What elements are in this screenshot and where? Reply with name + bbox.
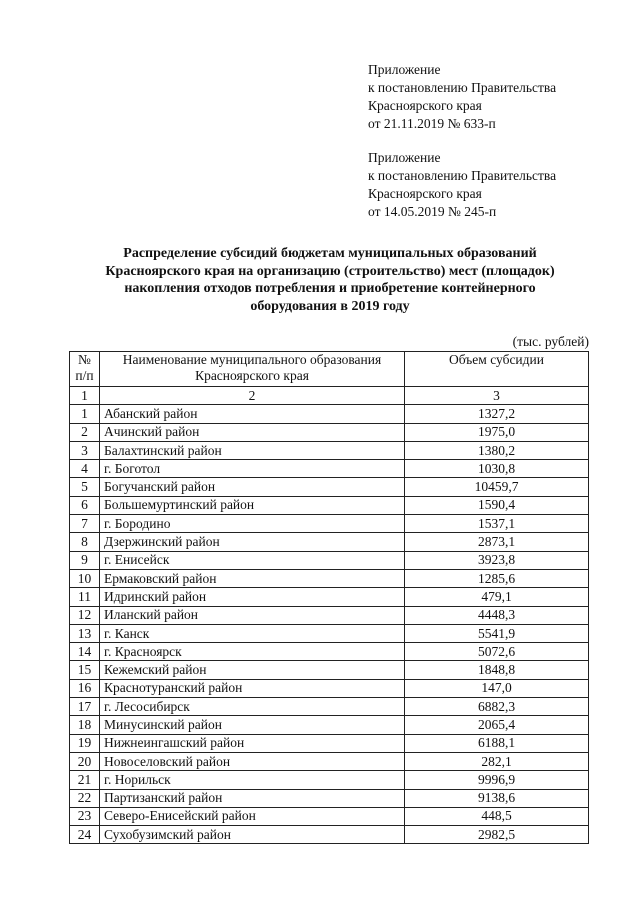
table-row [70, 716, 589, 734]
row-municipality: Абанский район [100, 405, 405, 423]
table-row [70, 789, 589, 807]
table-row [70, 588, 589, 606]
row-municipality: Идринский район [100, 588, 405, 606]
header-amount: Объем субсидии [405, 352, 589, 387]
column-number: 2 [100, 387, 405, 405]
row-municipality: Иланский район [100, 606, 405, 624]
row-number: 24 [70, 826, 100, 844]
row-number: 18 [70, 716, 100, 734]
table-row [70, 478, 589, 496]
table-row [70, 533, 589, 551]
row-municipality: Краснотуранский район [100, 679, 405, 697]
table-body [70, 405, 589, 844]
table-row [70, 807, 589, 825]
header-number-line1: № [78, 352, 91, 367]
appendix-label: Приложение [368, 150, 441, 165]
table-row [70, 698, 589, 716]
row-number: 4 [70, 460, 100, 478]
column-number: 3 [405, 387, 589, 405]
row-number: 3 [70, 441, 100, 459]
row-subsidy-amount: 1537,1 [405, 515, 589, 533]
header-number [70, 352, 100, 387]
row-municipality: Нижнеингашский район [100, 734, 405, 752]
header-name-line2: Красноярского края [195, 368, 309, 383]
table-row [70, 551, 589, 569]
row-subsidy-amount: 1848,8 [405, 661, 589, 679]
table-row [70, 624, 589, 642]
row-number: 14 [70, 643, 100, 661]
appendix-ref-date: от 21.11.2019 № 633-п [368, 116, 496, 131]
row-subsidy-amount: 5541,9 [405, 624, 589, 642]
row-municipality: Северо-Енисейский район [100, 807, 405, 825]
row-municipality: г. Лесосибирск [100, 698, 405, 716]
table-row [70, 441, 589, 459]
row-subsidy-amount: 1285,6 [405, 569, 589, 587]
row-municipality: г. Канск [100, 624, 405, 642]
row-subsidy-amount: 1380,2 [405, 441, 589, 459]
row-municipality: г. Красноярск [100, 643, 405, 661]
row-subsidy-amount: 1030,8 [405, 460, 589, 478]
row-municipality: г. Бородино [100, 515, 405, 533]
row-number: 17 [70, 698, 100, 716]
row-subsidy-amount: 2982,5 [405, 826, 589, 844]
row-subsidy-amount: 1975,0 [405, 423, 589, 441]
header-name [100, 352, 405, 387]
document-title [70, 245, 590, 315]
row-number: 1 [70, 405, 100, 423]
units-note: (тыс. рублей) [512, 334, 589, 349]
row-subsidy-amount: 3923,8 [405, 551, 589, 569]
title-line: Распределение субсидий бюджетам муниципальных образований [123, 246, 537, 261]
row-subsidy-amount: 147,0 [405, 679, 589, 697]
row-number: 19 [70, 734, 100, 752]
row-municipality: г. Енисейск [100, 551, 405, 569]
row-number: 16 [70, 679, 100, 697]
row-subsidy-amount: 5072,6 [405, 643, 589, 661]
header-number-line2: п/п [75, 368, 94, 383]
column-number: 1 [70, 387, 100, 405]
row-subsidy-amount: 448,5 [405, 807, 589, 825]
table-row [70, 496, 589, 514]
table-row [70, 405, 589, 423]
subsidy-table [69, 351, 589, 844]
row-number: 15 [70, 661, 100, 679]
row-subsidy-amount: 9996,9 [405, 771, 589, 789]
row-subsidy-amount: 2065,4 [405, 716, 589, 734]
row-number: 13 [70, 624, 100, 642]
table-row [70, 643, 589, 661]
header-name-line1: Наименование муниципального образования [122, 352, 382, 367]
title-line: накопления отходов потребления и приобретение контейнерного [124, 281, 536, 296]
appendix-current-block [368, 61, 628, 133]
table-row [70, 423, 589, 441]
appendix-original-block [368, 149, 628, 221]
row-municipality: Новоселовский район [100, 752, 405, 770]
row-municipality: г. Боготол [100, 460, 405, 478]
appendix-ref-line: к постановлению Правительства [368, 80, 557, 95]
row-municipality: Сухобузимский район [100, 826, 405, 844]
row-number: 12 [70, 606, 100, 624]
table-row [70, 679, 589, 697]
table-row [70, 515, 589, 533]
row-municipality: Кежемский район [100, 661, 405, 679]
row-municipality: Ермаковский район [100, 569, 405, 587]
row-municipality: Ачинский район [100, 423, 405, 441]
table-row [70, 569, 589, 587]
row-number: 20 [70, 752, 100, 770]
appendix-ref-region: Красноярского края [368, 98, 482, 113]
row-number: 5 [70, 478, 100, 496]
row-subsidy-amount: 1327,2 [405, 405, 589, 423]
row-municipality: Минусинский район [100, 716, 405, 734]
row-subsidy-amount: 10459,7 [405, 478, 589, 496]
appendix-ref-region: Красноярского края [368, 186, 482, 201]
appendix-label: Приложение [368, 62, 441, 77]
row-number: 6 [70, 496, 100, 514]
row-subsidy-amount: 479,1 [405, 588, 589, 606]
title-line: оборудования в 2019 году [250, 298, 410, 314]
column-number-row [70, 387, 589, 405]
table-row [70, 661, 589, 679]
table-row [70, 606, 589, 624]
row-number: 8 [70, 533, 100, 551]
appendix-ref-date: от 14.05.2019 № 245-п [368, 204, 497, 219]
row-municipality: Большемуртинский район [100, 496, 405, 514]
row-municipality: Партизанский район [100, 789, 405, 807]
row-municipality: г. Норильск [100, 771, 405, 789]
table-row [70, 771, 589, 789]
row-number: 2 [70, 423, 100, 441]
row-number: 7 [70, 515, 100, 533]
row-subsidy-amount: 9138,6 [405, 789, 589, 807]
row-subsidy-amount: 1590,4 [405, 496, 589, 514]
table-row [70, 460, 589, 478]
row-number: 22 [70, 789, 100, 807]
row-municipality: Богучанский район [100, 478, 405, 496]
title-line: Красноярского края на организацию (строительство) мест (площадок) [105, 263, 555, 279]
table-row [70, 734, 589, 752]
table-row [70, 826, 589, 844]
row-number: 11 [70, 588, 100, 606]
row-subsidy-amount: 282,1 [405, 752, 589, 770]
row-subsidy-amount: 6882,3 [405, 698, 589, 716]
row-municipality: Балахтинский район [100, 441, 405, 459]
row-subsidy-amount: 4448,3 [405, 606, 589, 624]
appendix-ref-line: к постановлению Правительства [368, 168, 557, 183]
row-number: 9 [70, 551, 100, 569]
row-number: 21 [70, 771, 100, 789]
table-header-row [70, 352, 589, 387]
row-number: 10 [70, 569, 100, 587]
row-number: 23 [70, 807, 100, 825]
table-row [70, 752, 589, 770]
row-subsidy-amount: 6188,1 [405, 734, 589, 752]
row-municipality: Дзержинский район [100, 533, 405, 551]
row-subsidy-amount: 2873,1 [405, 533, 589, 551]
